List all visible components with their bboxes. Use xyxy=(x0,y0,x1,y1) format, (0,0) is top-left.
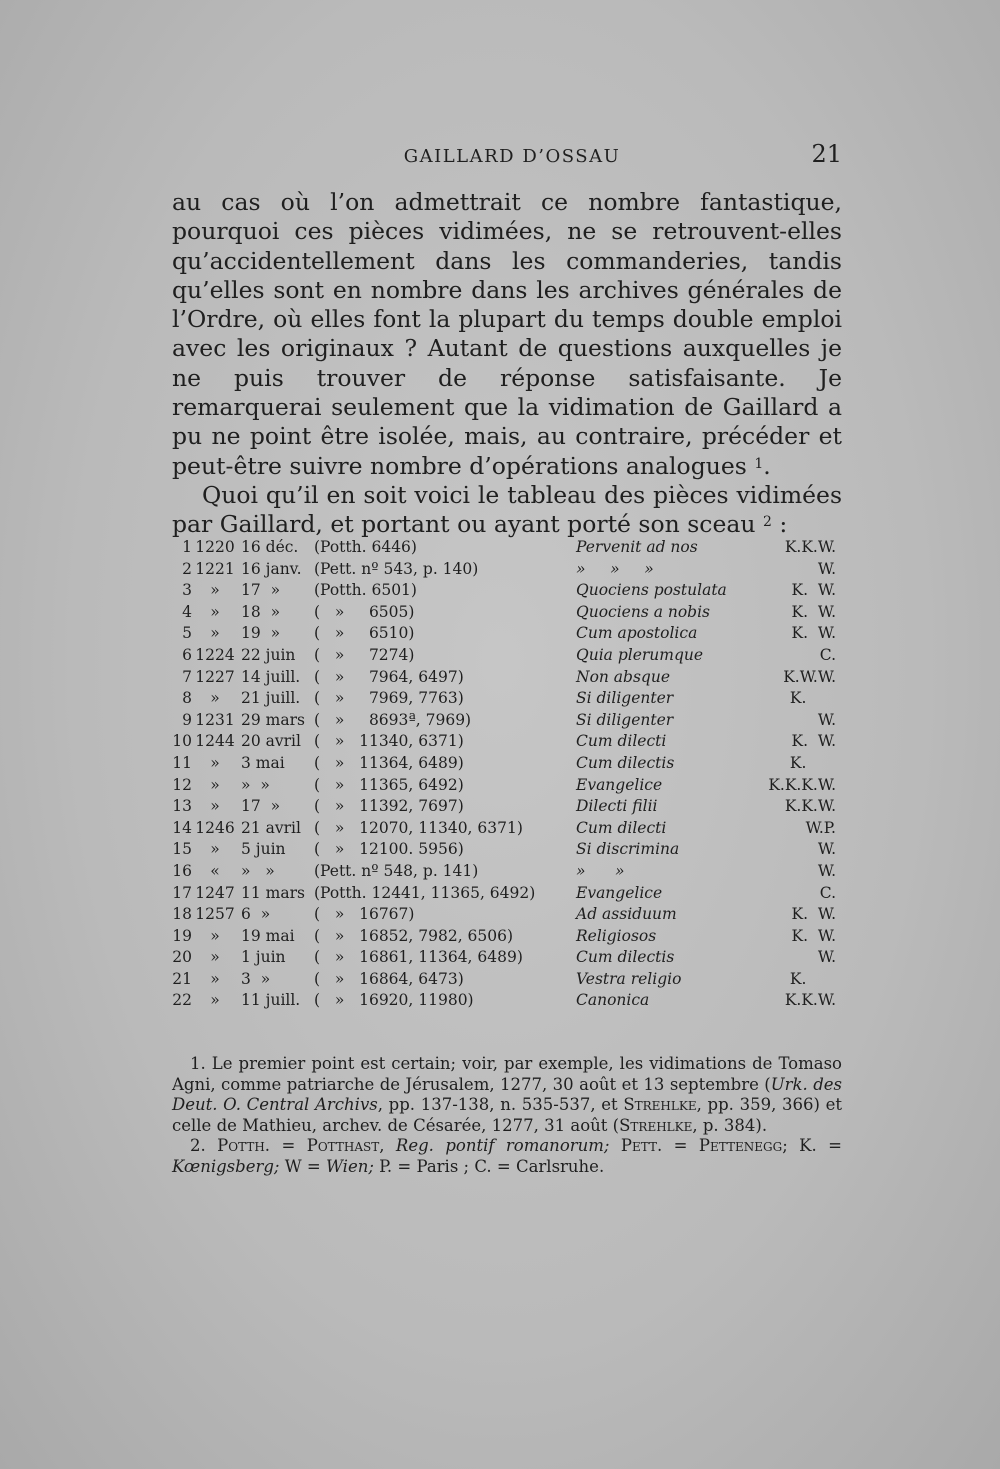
record-date: 3 mai xyxy=(241,753,285,772)
record-year: 1224 xyxy=(195,645,235,664)
record-reference: ( » 8693ª, 7969) xyxy=(314,710,472,729)
record-archives: W.P. xyxy=(805,818,836,837)
footnote-2-text: = xyxy=(662,1136,699,1155)
record-reference: ( » 12100. 5956) xyxy=(314,840,464,859)
record-incipit: Si discrimina xyxy=(576,840,680,859)
record-date: 17 » xyxy=(241,797,281,816)
place-koenigsberg: Kœnigsberg; xyxy=(172,1156,280,1176)
record-reference: (Pett. nº 543, p. 140) xyxy=(314,559,479,578)
record-archives: W. xyxy=(817,840,836,859)
record-number: 6 xyxy=(182,645,192,664)
record-reference: (Potth. 6446) xyxy=(314,538,417,556)
table-row xyxy=(168,990,836,1012)
record-date: 20 avril xyxy=(241,732,301,751)
table-row xyxy=(168,796,836,818)
record-number: 13 xyxy=(172,797,192,816)
record-date: 5 juin xyxy=(241,840,286,859)
table-row xyxy=(168,775,836,797)
record-number: 22 xyxy=(172,991,192,1010)
record-year: 1257 xyxy=(195,905,235,924)
record-date: 22 juin xyxy=(241,645,296,664)
record-year: » xyxy=(210,775,220,794)
record-incipit: Pervenit ad nos xyxy=(576,538,698,556)
table-row xyxy=(168,559,836,581)
table-row xyxy=(168,904,836,926)
record-reference: ( » 11392, 7697) xyxy=(314,797,464,816)
record-reference: ( » 16864, 6473) xyxy=(314,969,464,988)
record-date: 1 juin xyxy=(241,948,286,967)
record-number: 9 xyxy=(182,710,192,729)
record-number: 18 xyxy=(172,905,192,924)
footnote-2-text: 2. xyxy=(190,1136,218,1155)
record-incipit: Quociens a nobis xyxy=(576,602,711,621)
record-year: » xyxy=(210,926,220,945)
table-row xyxy=(168,602,836,624)
record-year: 1246 xyxy=(195,818,235,837)
record-date: 18 » xyxy=(241,602,281,621)
abbrev-pett: Pett. xyxy=(620,1136,663,1155)
record-date: 19 mai xyxy=(241,926,295,945)
record-number: 12 xyxy=(172,775,192,794)
record-number: 8 xyxy=(182,689,192,708)
record-incipit: » » xyxy=(576,861,625,880)
record-year: » xyxy=(210,840,220,859)
footnote-1-author: Strehlke xyxy=(623,1095,697,1114)
table-row xyxy=(168,667,836,689)
record-number: 5 xyxy=(182,624,192,643)
record-date: 17 » xyxy=(241,581,281,600)
table-row xyxy=(168,969,836,991)
record-year: » xyxy=(210,602,220,621)
record-reference: ( » 11364, 6489) xyxy=(314,753,464,772)
record-year: 1247 xyxy=(195,883,235,902)
paragraph-1 xyxy=(172,188,842,481)
footnote-2-text: = xyxy=(270,1136,307,1155)
record-incipit: Si diligenter xyxy=(576,689,674,708)
table-row xyxy=(168,818,836,840)
record-incipit: Cum dilectis xyxy=(576,753,675,772)
record-reference: ( » 7274) xyxy=(314,645,415,664)
record-archives: K. W. xyxy=(791,624,836,643)
paragraph-1-end: . xyxy=(763,451,771,480)
record-reference: ( » 6505) xyxy=(314,602,415,621)
record-number: 7 xyxy=(182,667,192,686)
footnote-2-text: , xyxy=(379,1136,396,1155)
record-incipit: Cum dilecti xyxy=(576,818,667,837)
record-reference: (Potth. 12441, 11365, 6492) xyxy=(314,883,536,902)
record-reference: ( » 11340, 6371) xyxy=(314,732,464,751)
record-reference: ( » 7969, 7763) xyxy=(314,689,464,708)
record-number: 21 xyxy=(172,969,192,988)
footnote-ref-2: 2 xyxy=(762,514,772,531)
author-potthast: Potthast xyxy=(306,1136,380,1155)
footnote-ref-1: 1 xyxy=(754,455,764,472)
record-date: 16 déc. xyxy=(241,538,299,556)
record-archives: K. W. xyxy=(791,581,836,600)
record-year: » xyxy=(210,969,220,988)
record-date: 19 » xyxy=(241,624,281,643)
record-archives: K. W. xyxy=(791,732,836,751)
record-archives: K.W.W. xyxy=(783,667,836,686)
page-number: 21 xyxy=(811,140,842,168)
place-wien: Wien; xyxy=(326,1156,374,1176)
record-archives: C. xyxy=(819,645,836,664)
abbrev-potth: Potth. xyxy=(217,1136,271,1155)
record-year: 1244 xyxy=(195,732,235,751)
record-archives: K.K.K.W. xyxy=(768,775,836,794)
records-table xyxy=(168,537,836,1012)
record-year: » xyxy=(210,689,220,708)
record-reference: ( » 16861, 11364, 6489) xyxy=(314,948,523,967)
record-incipit: Canonica xyxy=(576,991,650,1010)
record-reference: ( » 6510) xyxy=(314,624,415,643)
record-incipit: Cum dilecti xyxy=(576,732,667,751)
footnote-1-text: 1. Le premier point est certain; voir, par exemple, les vidimations de Tomaso Agni, comme patriarche de Jérusalem, 1277, 30 août et 13 septembre ( xyxy=(172,1054,842,1094)
record-number: 15 xyxy=(172,840,192,859)
table-row xyxy=(168,645,836,667)
record-year: 1231 xyxy=(195,710,235,729)
record-archives: W. xyxy=(817,559,836,578)
record-reference: ( » 16852, 7982, 6506) xyxy=(314,926,514,945)
record-incipit: Quia plerumque xyxy=(576,645,704,664)
body-text xyxy=(172,188,842,540)
record-archives: K. W. xyxy=(791,926,836,945)
record-number: 3 xyxy=(182,581,192,600)
table-row xyxy=(168,926,836,948)
footnote-2-text xyxy=(609,1136,620,1155)
table-row xyxy=(168,883,836,905)
record-incipit: » » » xyxy=(576,559,654,578)
record-incipit: Cum apostolica xyxy=(576,624,698,643)
record-reference: ( » 16920, 11980) xyxy=(314,991,474,1010)
record-date: 6 » xyxy=(241,905,271,924)
paragraph-2-text: Quoi qu’il en soit voici le tableau des pièces vidimées par Gaillard, et portant ou ayant porté son sceau xyxy=(172,480,842,539)
table-row xyxy=(168,623,836,645)
footnote-2 xyxy=(172,1136,842,1177)
record-number: 10 xyxy=(172,732,192,751)
record-reference: ( » 12070, 11340, 6371) xyxy=(314,818,523,837)
record-date: 3 » xyxy=(241,969,271,988)
table-row xyxy=(168,537,836,559)
record-archives: W. xyxy=(817,861,836,880)
record-number: 19 xyxy=(172,926,192,945)
running-head xyxy=(172,140,842,174)
record-date: 16 janv. xyxy=(241,559,302,578)
record-year: » xyxy=(210,624,220,643)
record-incipit: Evangelice xyxy=(576,883,663,902)
record-year: » xyxy=(210,797,220,816)
footnote-2-text: ; K. = xyxy=(782,1136,842,1155)
record-year: » xyxy=(210,753,220,772)
record-date: » » xyxy=(241,861,275,880)
footnote-1-title: Urk. des Deut. O. Central Archivs xyxy=(172,1074,842,1114)
record-incipit: Vestra religio xyxy=(576,969,682,988)
record-archives: W. xyxy=(817,710,836,729)
record-archives: K. xyxy=(789,689,836,708)
record-year: 1221 xyxy=(195,559,235,578)
record-incipit: Dilecti filii xyxy=(576,797,658,816)
paragraph-2-end: : xyxy=(771,510,788,539)
record-archives: W. xyxy=(817,948,836,967)
record-year: » xyxy=(210,948,220,967)
record-number: 17 xyxy=(172,883,192,902)
record-date: » » xyxy=(241,775,270,794)
record-archives: K. W. xyxy=(791,602,836,621)
table-row xyxy=(168,839,836,861)
records-body xyxy=(168,537,836,1012)
paragraph-2 xyxy=(172,481,842,540)
record-number: 11 xyxy=(172,753,192,772)
table-row xyxy=(168,753,836,775)
table-row xyxy=(168,710,836,732)
record-archives: K.K.W. xyxy=(784,991,836,1010)
table-row xyxy=(168,580,836,602)
footnote-1-text: , pp. 359, 366) et celle de Mathieu, archev. de Césarée, 1277, 31 août ( xyxy=(172,1095,842,1135)
footnote-1-text: , p. 384). xyxy=(692,1115,768,1135)
record-number: 2 xyxy=(182,559,192,578)
record-reference: (Pett. nº 548, p. 141) xyxy=(314,861,479,880)
footnote-2-text: W = xyxy=(279,1156,326,1176)
record-incipit: Quociens postulata xyxy=(576,581,727,600)
record-year: 1220 xyxy=(195,538,235,556)
record-reference: (Potth. 6501) xyxy=(314,581,417,600)
record-incipit: Si diligenter xyxy=(576,710,674,729)
record-date: 11 mars xyxy=(241,883,305,902)
record-number: 1 xyxy=(182,538,192,556)
table-row xyxy=(168,861,836,883)
record-reference: ( » 7964, 6497) xyxy=(314,667,464,686)
record-reference: ( » 16767) xyxy=(314,905,415,924)
footnote-1-text: , pp. 137-138, n. 535-537, et xyxy=(377,1095,624,1114)
record-number: 20 xyxy=(172,948,192,967)
record-archives: K. W. xyxy=(791,905,836,924)
paragraph-1-text: au cas où l’on admettrait ce nombre fantastique, pourquoi ces pièces vidimées, ne se retrouvent-elles qu’accidentellement dans les commanderies, tandis qu’elles sont en nombre dans les archives générales de l’Ordre, où elles font la plupart du temps double emploi avec les originaux ? Autant de questions auxquelles je ne puis trouver de réponse satisfaisante. Je remarquerai seulement que la vidimation de Gaillard a pu ne point être isolée, mais, au contraire, précéder et peut-être suivre nombre d’opérations analogues xyxy=(172,188,842,480)
record-date: 29 mars xyxy=(241,710,305,729)
record-archives: K. xyxy=(789,753,836,772)
record-incipit: Cum dilectis xyxy=(576,948,675,967)
record-date: 14 juill. xyxy=(241,667,301,686)
running-title: GAILLARD D’OSSAU xyxy=(403,146,621,167)
table-row xyxy=(168,731,836,753)
record-date: 21 avril xyxy=(241,818,301,837)
record-number: 14 xyxy=(172,818,192,837)
record-reference: ( » 11365, 6492) xyxy=(314,775,464,794)
record-archives: K.K.W. xyxy=(784,797,836,816)
record-incipit: Ad assiduum xyxy=(576,905,677,924)
footnote-1-author: Strehlke xyxy=(619,1115,693,1135)
record-year: « xyxy=(210,861,220,880)
footnote-2-text: P. = Paris ; C. = Carlsruhe. xyxy=(373,1156,605,1176)
record-archives: C. xyxy=(819,883,836,902)
record-year: » xyxy=(210,991,220,1010)
footnote-1 xyxy=(172,1054,842,1136)
record-year: 1227 xyxy=(195,667,235,686)
record-date: 21 juill. xyxy=(241,689,301,708)
record-date: 11 juill. xyxy=(241,991,301,1010)
table-row xyxy=(168,688,836,710)
record-archives: K. xyxy=(789,969,836,988)
table-row xyxy=(168,947,836,969)
record-number: 4 xyxy=(182,602,192,621)
record-archives: K.K.W. xyxy=(784,538,836,556)
record-number: 16 xyxy=(172,861,192,880)
record-incipit: Non absque xyxy=(576,667,670,686)
author-pettenegg: Pettenegg xyxy=(698,1136,783,1155)
record-incipit: Evangelice xyxy=(576,775,663,794)
footnotes xyxy=(172,1054,842,1177)
title-regesta: Reg. pontif romanorum; xyxy=(395,1136,610,1155)
record-year: » xyxy=(210,581,220,600)
record-incipit: Religiosos xyxy=(576,926,657,945)
